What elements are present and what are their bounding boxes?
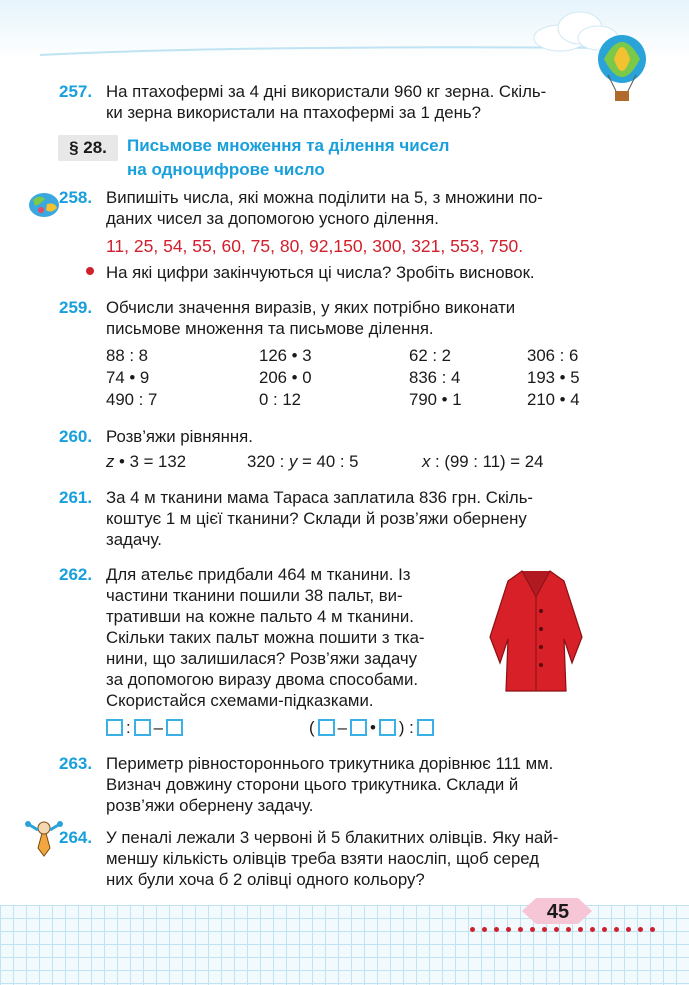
schema-operator: – (337, 718, 347, 737)
expression: 88 : 8 (106, 346, 148, 365)
expression: 790 • 1 (409, 390, 462, 409)
blank-box (106, 719, 123, 736)
task-262-text (106, 564, 458, 711)
page-number: 45 (546, 901, 570, 923)
expression: 193 • 5 (527, 368, 580, 387)
task-257-number: 257. (59, 82, 93, 101)
schema-operator: – (153, 718, 164, 737)
schema-1 (106, 717, 183, 738)
schema-operator: ) : (398, 718, 414, 737)
globe-icon (27, 190, 61, 220)
blank-box (379, 719, 396, 736)
section-title-line2: на одноцифрове число (127, 160, 325, 179)
equation-3 (422, 451, 543, 472)
task-259-text (106, 297, 590, 339)
task-264-line1: У пеналі лежали 3 червоні й 5 блакитних олівців. Яку най- (106, 828, 559, 847)
task-257-text (106, 81, 590, 123)
task-263-line2: Визнач довжину сторони цього трикутника. Склади й (106, 775, 519, 794)
task-261-line2: коштує 1 м цієї тканини? Склади й розв’яжи обернену (106, 509, 527, 528)
expression: 0 : 12 (259, 390, 301, 409)
task-261-number: 261. (59, 488, 93, 507)
task-263-line1: Периметр рівностороннього трикутника дорівнює 111 мм. (106, 754, 554, 773)
task-258-line1: Випишіть числа, які можна поділити на 5, з множини по- (106, 188, 543, 207)
blank-box (417, 719, 434, 736)
task-260-text: Розв’яжи рівняння. (106, 427, 253, 446)
schema-operator: • (369, 718, 376, 737)
section-title-line1: Письмове множення та ділення чисел (127, 136, 450, 155)
task-259-line1: Обчисли значення виразів, у яких потрібно виконати (106, 298, 516, 317)
task-262-line6: за допомогою виразу двома способами. (106, 670, 419, 689)
expression: 206 • 0 (259, 368, 312, 387)
variable: y (289, 452, 298, 471)
task-262-line3: тративши на кожне пальто 4 м тканини. (106, 607, 414, 626)
task-262-line2: частини тканини пошили 38 пальт, ви- (106, 586, 403, 605)
equation-part: 320 : (247, 452, 289, 471)
task-257-line2: ки зерна використали на птахофермі за 1 день? (106, 103, 481, 122)
task-263-number: 263. (59, 754, 93, 773)
dot-row-decoration (470, 927, 670, 935)
expression: 306 : 6 (527, 346, 579, 365)
equation-rest: • 3 = 132 (114, 452, 187, 471)
task-262-line7: Скористайся схемами-підказками. (106, 691, 374, 710)
task-262-line1: Для ательє придбали 464 м тканини. Із (106, 565, 411, 584)
equation-1 (106, 451, 186, 472)
bullet-marker (86, 267, 94, 275)
variable: x (422, 452, 431, 471)
task-259-number: 259. (59, 298, 93, 317)
equation-2 (247, 451, 359, 472)
equation-rest: = 40 : 5 (297, 452, 359, 471)
blank-box (318, 719, 335, 736)
pencil-character-icon (24, 818, 64, 858)
task-264-line2: меншу кількість олівців треба взяти наосліп, щоб серед (106, 849, 540, 868)
schema-operator: : (126, 718, 131, 737)
task-257-line1: На птахофермі за 4 дні використали 960 кг зерна. Скіль- (106, 82, 547, 101)
task-260-number: 260. (59, 427, 93, 446)
section-label: § 28. (58, 135, 118, 161)
blank-box (134, 719, 151, 736)
task-263-line3: розв’яжи обернену задачу. (106, 796, 314, 815)
task-262-number: 262. (59, 565, 93, 584)
task-261-text (106, 487, 590, 550)
task-258-number-set: 11, 25, 54, 55, 60, 75, 80, 92,150, 300, 321, 553, 750. (106, 236, 524, 256)
task-261-line3: задачу. (106, 530, 162, 549)
task-258-text (106, 187, 590, 229)
equation-rest: : (99 : 11) = 24 (430, 452, 544, 471)
blank-box (166, 719, 183, 736)
expression: 62 : 2 (409, 346, 451, 365)
expression: 126 • 3 (259, 346, 312, 365)
expression: 210 • 4 (527, 390, 580, 409)
task-263-text (106, 753, 590, 816)
task-258-number: 258. (59, 188, 93, 207)
task-262-line4: Скільки таких пальт можна пошити з тка- (106, 628, 425, 647)
variable: z (106, 452, 115, 471)
schema-operator: ( (309, 718, 315, 737)
task-264-text (106, 827, 590, 890)
section-title (127, 134, 547, 182)
expression: 836 : 4 (409, 368, 461, 387)
task-262-line5: нини, що залишилася? Розв’яжи задачу (106, 649, 418, 668)
task-258-line2: даних чисел за допомогою усного ділення. (106, 209, 439, 228)
schema-2 (309, 717, 434, 738)
task-258-question: На які цифри закінчуються ці числа? Зробіть висновок. (106, 263, 535, 282)
expression: 490 : 7 (106, 390, 158, 409)
task-261-line1: За 4 м тканини мама Тараса заплатила 836 грн. Скіль- (106, 488, 534, 507)
task-259-line2: письмове множення та письмове ділення. (106, 319, 434, 338)
blank-box (350, 719, 367, 736)
coat-illustration (484, 567, 588, 695)
balloon-icon (594, 35, 650, 109)
task-264-number: 264. (59, 828, 93, 847)
task-264-line3: них були хоча б 2 олівці одного кольору? (106, 870, 425, 889)
expression: 74 • 9 (106, 368, 150, 387)
